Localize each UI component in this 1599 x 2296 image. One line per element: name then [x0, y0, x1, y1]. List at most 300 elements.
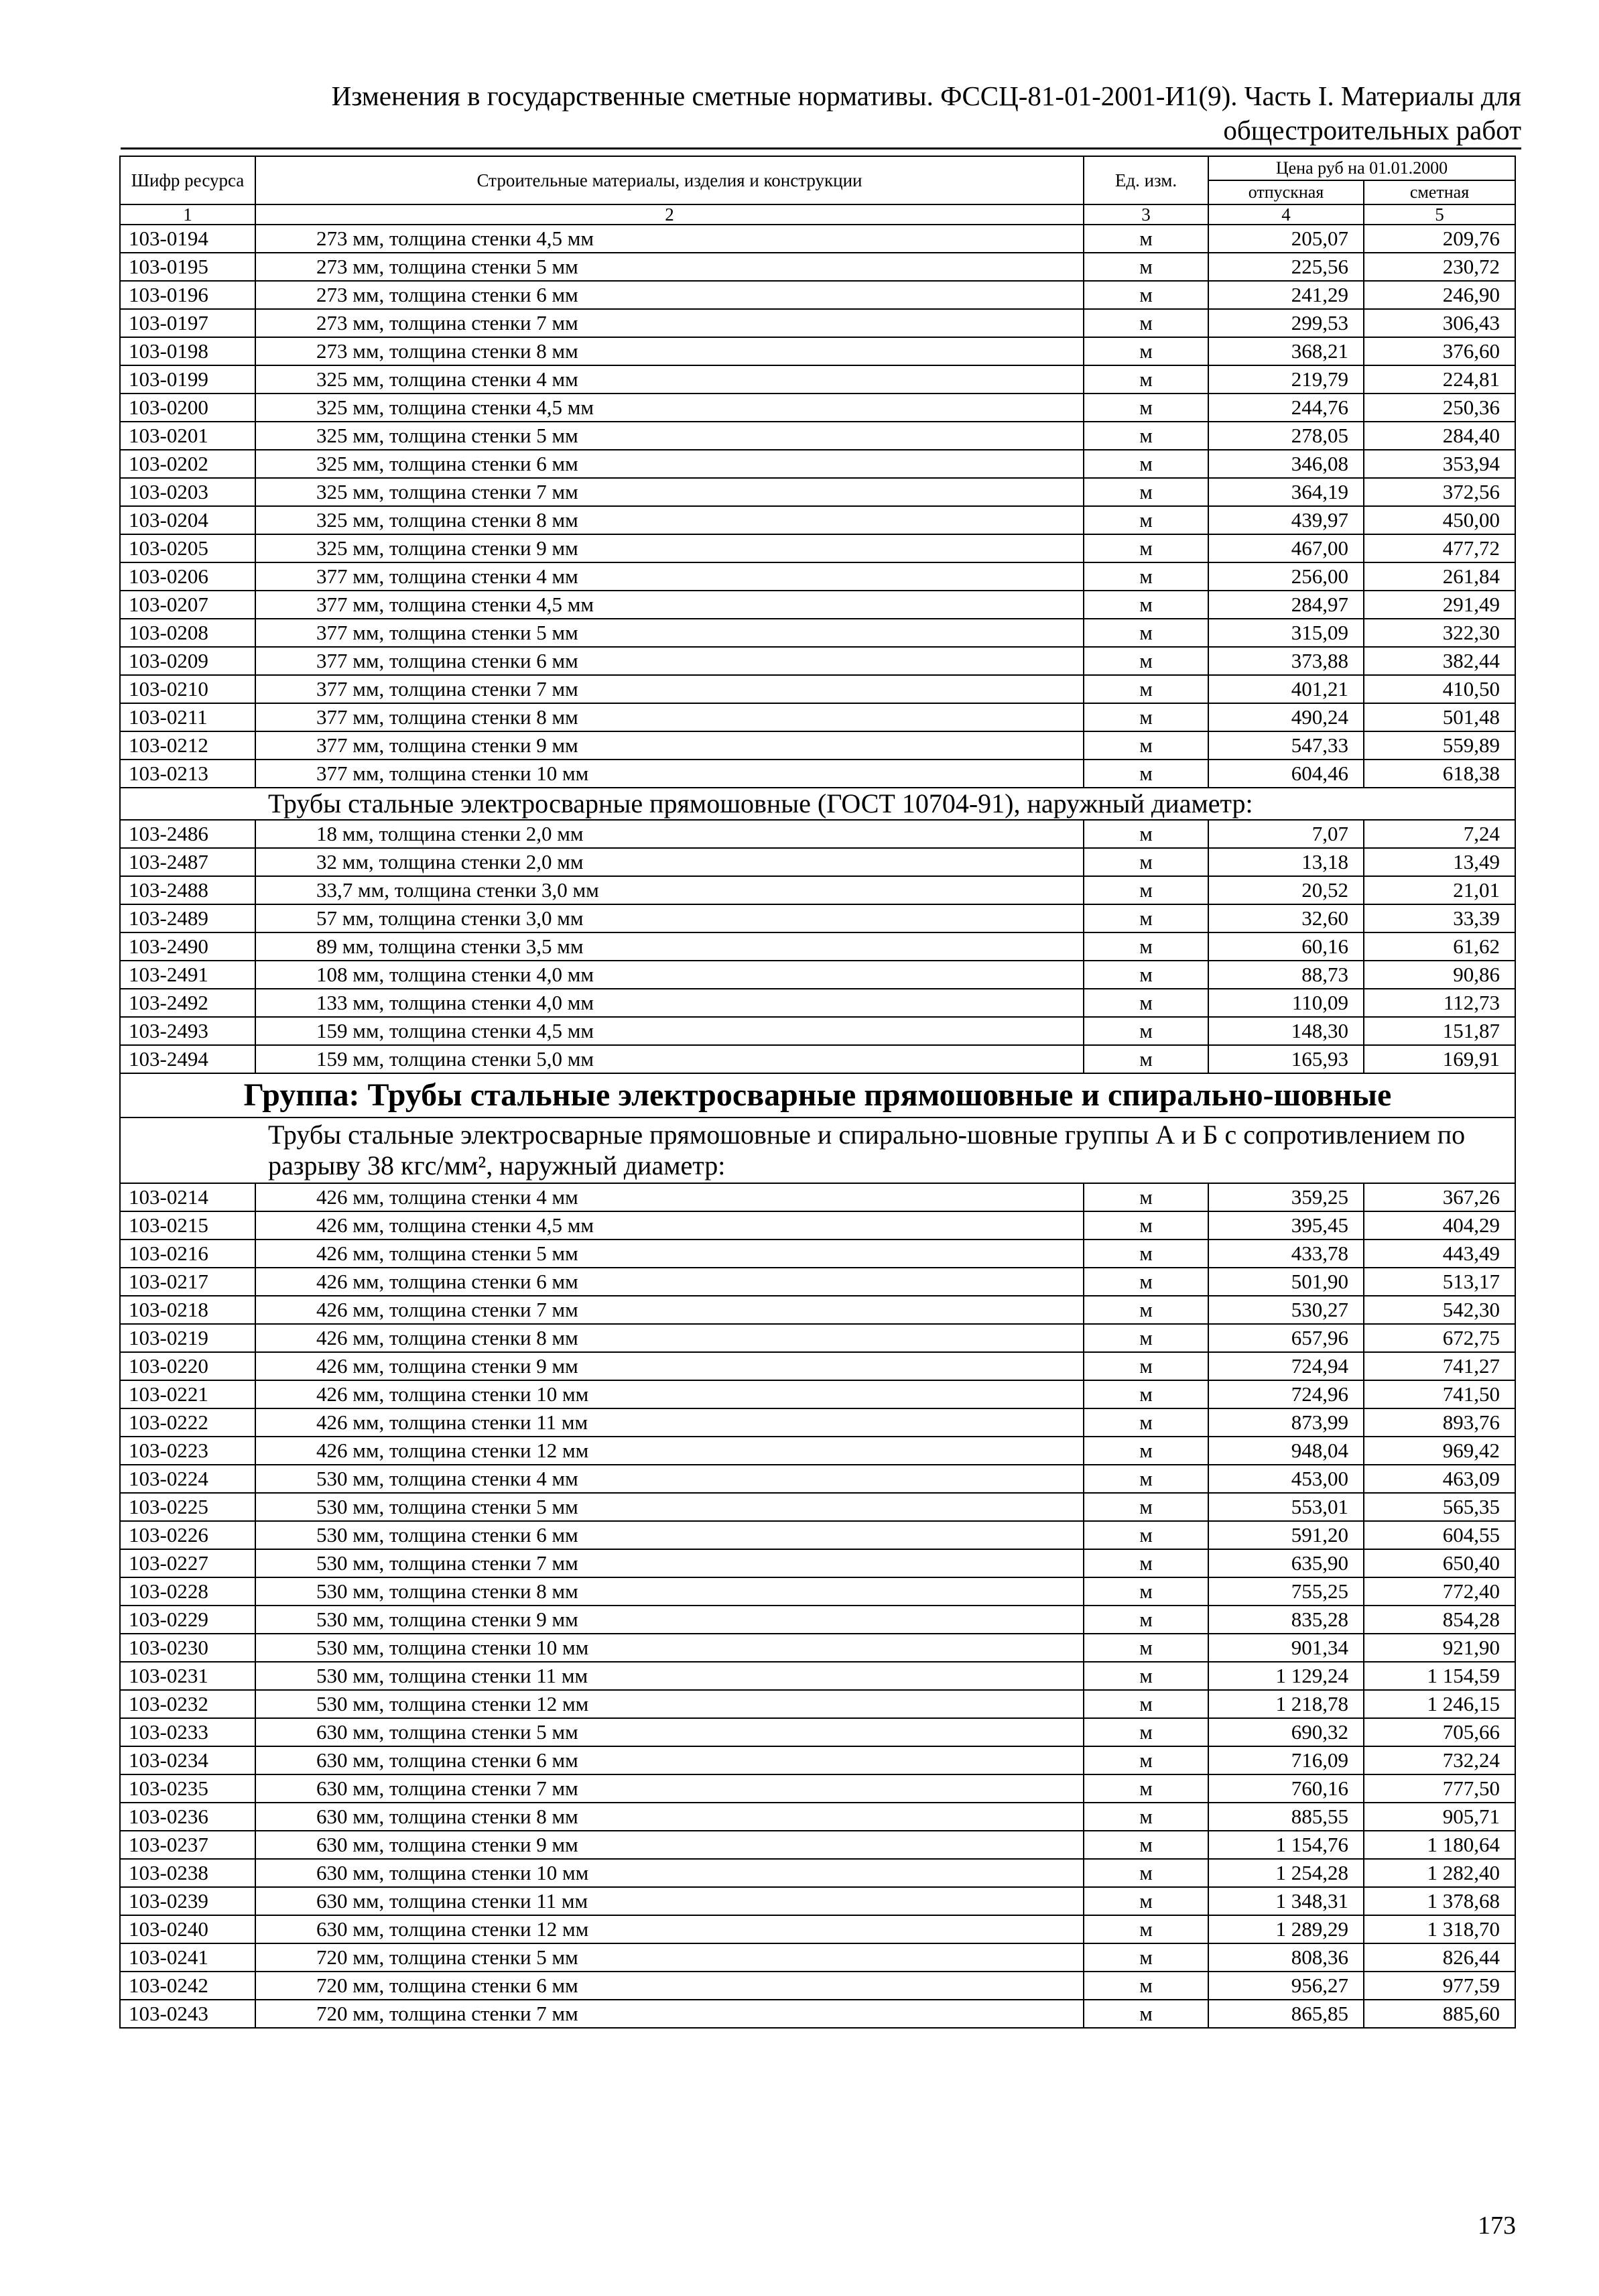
- table-row: [120, 619, 1515, 647]
- price-release: 724,94: [1208, 1352, 1364, 1380]
- price-release: 501,90: [1208, 1268, 1364, 1296]
- price-release: 467,00: [1208, 534, 1364, 562]
- unit: м: [1084, 1465, 1208, 1493]
- material-name: 720 мм, толщина стенки 6 мм: [255, 1972, 1084, 2000]
- material-name: 108 мм, толщина стенки 4,0 мм: [255, 961, 1084, 989]
- resource-code: 103-0239: [120, 1887, 255, 1915]
- price-release: 278,05: [1208, 422, 1364, 450]
- unit: м: [1084, 1240, 1208, 1268]
- table-row: [120, 1606, 1515, 1634]
- resource-code: 103-0203: [120, 478, 255, 506]
- price-release: 225,56: [1208, 253, 1364, 281]
- material-name: 426 мм, толщина стенки 10 мм: [255, 1380, 1084, 1408]
- price-release: 13,18: [1208, 848, 1364, 876]
- table-row: [120, 647, 1515, 675]
- price-estimate: 112,73: [1364, 989, 1515, 1017]
- unit: м: [1084, 562, 1208, 591]
- price-estimate: 463,09: [1364, 1465, 1515, 1493]
- material-name: 325 мм, толщина стенки 7 мм: [255, 478, 1084, 506]
- material-name: 325 мм, толщина стенки 6 мм: [255, 450, 1084, 478]
- price-release: 60,16: [1208, 932, 1364, 961]
- price-estimate: 565,35: [1364, 1493, 1515, 1521]
- resource-code: 103-0207: [120, 591, 255, 619]
- unit: м: [1084, 1211, 1208, 1240]
- resource-code: 103-0206: [120, 562, 255, 591]
- resource-code: 103-0232: [120, 1690, 255, 1718]
- price-estimate: 291,49: [1364, 591, 1515, 619]
- price-release: 219,79: [1208, 365, 1364, 394]
- unit: м: [1084, 1408, 1208, 1437]
- price-release: 1 129,24: [1208, 1662, 1364, 1690]
- material-name: 33,7 мм, толщина стенки 3,0 мм: [255, 876, 1084, 904]
- price-release: 808,36: [1208, 1943, 1364, 1972]
- resource-code: 103-0224: [120, 1465, 255, 1493]
- table-row: [120, 1324, 1515, 1352]
- material-name: 18 мм, толщина стенки 2,0 мм: [255, 820, 1084, 848]
- material-name: 630 мм, толщина стенки 6 мм: [255, 1746, 1084, 1774]
- price-estimate: 826,44: [1364, 1943, 1515, 1972]
- price-release: 315,09: [1208, 619, 1364, 647]
- table-row: [120, 1380, 1515, 1408]
- unit: м: [1084, 309, 1208, 337]
- unit: м: [1084, 1943, 1208, 1972]
- resource-code: 103-0215: [120, 1211, 255, 1240]
- col-header-name: Строительные материалы, изделия и конструкции: [255, 156, 1084, 204]
- unit: м: [1084, 1746, 1208, 1774]
- subheading-welded-pipes: Трубы стальные электросварные прямошовные (ГОСТ 10704-91), наружный диаметр:: [120, 788, 1515, 820]
- unit: м: [1084, 1972, 1208, 2000]
- table-row: [120, 394, 1515, 422]
- resource-code: 103-2488: [120, 876, 255, 904]
- price-release: 657,96: [1208, 1324, 1364, 1352]
- unit: м: [1084, 731, 1208, 760]
- unit: м: [1084, 1493, 1208, 1521]
- table-row: [120, 1859, 1515, 1887]
- table-row: [120, 1972, 1515, 2000]
- unit: м: [1084, 760, 1208, 788]
- material-name: 426 мм, толщина стенки 4,5 мм: [255, 1211, 1084, 1240]
- material-name: 720 мм, толщина стенки 7 мм: [255, 2000, 1084, 2028]
- material-name: 530 мм, толщина стенки 7 мм: [255, 1549, 1084, 1577]
- material-name: 530 мм, толщина стенки 10 мм: [255, 1634, 1084, 1662]
- unit: м: [1084, 1268, 1208, 1296]
- price-estimate: 13,49: [1364, 848, 1515, 876]
- resource-code: 103-2487: [120, 848, 255, 876]
- price-estimate: 353,94: [1364, 450, 1515, 478]
- col-index-3: 3: [1084, 204, 1208, 225]
- price-release: 256,00: [1208, 562, 1364, 591]
- resource-code: 103-0241: [120, 1943, 255, 1972]
- resource-code: 103-0230: [120, 1634, 255, 1662]
- material-name: 720 мм, толщина стенки 5 мм: [255, 1943, 1084, 1972]
- material-name: 273 мм, толщина стенки 4,5 мм: [255, 225, 1084, 253]
- unit: м: [1084, 1718, 1208, 1746]
- unit: м: [1084, 647, 1208, 675]
- price-release: 885,55: [1208, 1803, 1364, 1831]
- table-row: [120, 562, 1515, 591]
- unit: м: [1084, 904, 1208, 932]
- price-estimate: 977,59: [1364, 1972, 1515, 2000]
- price-estimate: 372,56: [1364, 478, 1515, 506]
- resource-code: 103-0194: [120, 225, 255, 253]
- table-row: [120, 450, 1515, 478]
- resource-code: 103-0231: [120, 1662, 255, 1690]
- section-c-rows: [120, 1183, 1515, 2028]
- unit: м: [1084, 1521, 1208, 1549]
- table-row: [120, 281, 1515, 309]
- price-estimate: 542,30: [1364, 1296, 1515, 1324]
- price-release: 1 154,76: [1208, 1831, 1364, 1859]
- material-name: 630 мм, толщина стенки 11 мм: [255, 1887, 1084, 1915]
- unit: м: [1084, 1606, 1208, 1634]
- resource-code: 103-0221: [120, 1380, 255, 1408]
- price-estimate: 1 180,64: [1364, 1831, 1515, 1859]
- resource-code: 103-0236: [120, 1803, 255, 1831]
- material-name: 530 мм, толщина стенки 12 мм: [255, 1690, 1084, 1718]
- price-release: 165,93: [1208, 1045, 1364, 1073]
- price-release: 690,32: [1208, 1718, 1364, 1746]
- material-name: 530 мм, толщина стенки 8 мм: [255, 1577, 1084, 1606]
- material-name: 377 мм, толщина стенки 7 мм: [255, 675, 1084, 703]
- material-name: 133 мм, толщина стенки 4,0 мм: [255, 989, 1084, 1017]
- table-row: [120, 675, 1515, 703]
- price-release: 530,27: [1208, 1296, 1364, 1324]
- price-estimate: 921,90: [1364, 1634, 1515, 1662]
- price-release: 20,52: [1208, 876, 1364, 904]
- resource-code: 103-0219: [120, 1324, 255, 1352]
- resource-code: 103-2490: [120, 932, 255, 961]
- unit: м: [1084, 703, 1208, 731]
- price-estimate: 33,39: [1364, 904, 1515, 932]
- unit: м: [1084, 675, 1208, 703]
- price-release: 591,20: [1208, 1521, 1364, 1549]
- price-release: 368,21: [1208, 337, 1364, 365]
- col-header-price-release: отпускная: [1208, 180, 1364, 204]
- unit: м: [1084, 2000, 1208, 2028]
- table-row: [120, 1493, 1515, 1521]
- price-estimate: 261,84: [1364, 562, 1515, 591]
- material-name: 159 мм, толщина стенки 5,0 мм: [255, 1045, 1084, 1073]
- material-name: 377 мм, толщина стенки 9 мм: [255, 731, 1084, 760]
- resource-code: 103-0240: [120, 1915, 255, 1943]
- price-estimate: 772,40: [1364, 1577, 1515, 1606]
- table-row: [120, 422, 1515, 450]
- table-row: [120, 1746, 1515, 1774]
- price-estimate: 1 154,59: [1364, 1662, 1515, 1690]
- page-header: [121, 79, 1521, 147]
- resource-code: 103-2493: [120, 1017, 255, 1045]
- price-release: 32,60: [1208, 904, 1364, 932]
- resource-code: 103-0233: [120, 1718, 255, 1746]
- section-b-rows: [120, 820, 1515, 1073]
- material-name: 57 мм, толщина стенки 3,0 мм: [255, 904, 1084, 932]
- unit: м: [1084, 820, 1208, 848]
- resource-code: 103-0199: [120, 365, 255, 394]
- resource-code: 103-2486: [120, 820, 255, 848]
- material-name: 630 мм, толщина стенки 5 мм: [255, 1718, 1084, 1746]
- material-name: 426 мм, толщина стенки 9 мм: [255, 1352, 1084, 1380]
- resource-code: 103-0196: [120, 281, 255, 309]
- table-row: [120, 904, 1515, 932]
- table-row: [120, 1352, 1515, 1380]
- price-release: 110,09: [1208, 989, 1364, 1017]
- material-name: 426 мм, толщина стенки 11 мм: [255, 1408, 1084, 1437]
- price-estimate: 618,38: [1364, 760, 1515, 788]
- price-estimate: 404,29: [1364, 1211, 1515, 1240]
- material-name: 426 мм, толщина стенки 5 мм: [255, 1240, 1084, 1268]
- resource-code: 103-0234: [120, 1746, 255, 1774]
- table-row: [120, 1887, 1515, 1915]
- table-row: [120, 703, 1515, 731]
- table-row: [120, 1549, 1515, 1577]
- material-name: 630 мм, толщина стенки 8 мм: [255, 1803, 1084, 1831]
- resource-code: 103-0195: [120, 253, 255, 281]
- price-estimate: 230,72: [1364, 253, 1515, 281]
- price-release: 433,78: [1208, 1240, 1364, 1268]
- table-row: [120, 1718, 1515, 1746]
- table-row: [120, 534, 1515, 562]
- price-release: 547,33: [1208, 731, 1364, 760]
- table-row: [120, 1045, 1515, 1073]
- col-header-unit: Ед. изм.: [1084, 156, 1208, 204]
- price-release: 873,99: [1208, 1408, 1364, 1437]
- table-row: [120, 731, 1515, 760]
- price-estimate: 224,81: [1364, 365, 1515, 394]
- price-estimate: 477,72: [1364, 534, 1515, 562]
- price-release: 490,24: [1208, 703, 1364, 731]
- table-row: [120, 1408, 1515, 1437]
- resource-code: 103-0242: [120, 1972, 255, 2000]
- resource-code: 103-0218: [120, 1296, 255, 1324]
- material-name: 273 мм, толщина стенки 8 мм: [255, 337, 1084, 365]
- subheading-spiral-pipes: Трубы стальные электросварные прямошовные и спирально-шовные группы А и Б с сопротивлением по разрыву 38 кгс/мм², наружный диаметр:: [120, 1117, 1515, 1183]
- price-estimate: 741,27: [1364, 1352, 1515, 1380]
- resource-code: 103-0217: [120, 1268, 255, 1296]
- price-estimate: 61,62: [1364, 932, 1515, 961]
- price-estimate: 1 378,68: [1364, 1887, 1515, 1915]
- table-row: [120, 253, 1515, 281]
- unit: м: [1084, 961, 1208, 989]
- unit: м: [1084, 225, 1208, 253]
- resource-code: 103-0228: [120, 1577, 255, 1606]
- resource-code: 103-0226: [120, 1521, 255, 1549]
- material-name: 530 мм, толщина стенки 11 мм: [255, 1662, 1084, 1690]
- unit: м: [1084, 1634, 1208, 1662]
- unit: м: [1084, 1380, 1208, 1408]
- price-release: 1 254,28: [1208, 1859, 1364, 1887]
- table-row: [120, 309, 1515, 337]
- price-release: 7,07: [1208, 820, 1364, 848]
- material-name: 426 мм, толщина стенки 7 мм: [255, 1296, 1084, 1324]
- table-row: [120, 591, 1515, 619]
- col-index-4: 4: [1208, 204, 1364, 225]
- material-name: 325 мм, толщина стенки 4 мм: [255, 365, 1084, 394]
- table-row: [120, 225, 1515, 253]
- unit: м: [1084, 450, 1208, 478]
- unit: м: [1084, 989, 1208, 1017]
- price-estimate: 90,86: [1364, 961, 1515, 989]
- price-release: 760,16: [1208, 1774, 1364, 1803]
- resource-code: 103-0222: [120, 1408, 255, 1437]
- price-release: 359,25: [1208, 1183, 1364, 1211]
- price-estimate: 410,50: [1364, 675, 1515, 703]
- table-row: [120, 1803, 1515, 1831]
- price-release: 1 218,78: [1208, 1690, 1364, 1718]
- price-release: 604,46: [1208, 760, 1364, 788]
- price-estimate: 169,91: [1364, 1045, 1515, 1073]
- price-release: 244,76: [1208, 394, 1364, 422]
- unit: м: [1084, 1774, 1208, 1803]
- unit: м: [1084, 848, 1208, 876]
- unit: м: [1084, 1887, 1208, 1915]
- price-release: 205,07: [1208, 225, 1364, 253]
- price-estimate: 151,87: [1364, 1017, 1515, 1045]
- table-row: [120, 1296, 1515, 1324]
- unit: м: [1084, 591, 1208, 619]
- unit: м: [1084, 337, 1208, 365]
- table-row: [120, 2000, 1515, 2028]
- price-release: 148,30: [1208, 1017, 1364, 1045]
- table-row: [120, 1183, 1515, 1211]
- table-row: [120, 876, 1515, 904]
- table-row: [120, 989, 1515, 1017]
- material-name: 377 мм, толщина стенки 4 мм: [255, 562, 1084, 591]
- price-release: 835,28: [1208, 1606, 1364, 1634]
- resource-code: 103-0210: [120, 675, 255, 703]
- price-release: 439,97: [1208, 506, 1364, 534]
- material-name: 426 мм, толщина стенки 8 мм: [255, 1324, 1084, 1352]
- col-header-price: Цена руб на 01.01.2000: [1208, 156, 1515, 180]
- table-row: [120, 1017, 1515, 1045]
- material-name: 377 мм, толщина стенки 8 мм: [255, 703, 1084, 731]
- table-row: [120, 478, 1515, 506]
- price-estimate: 322,30: [1364, 619, 1515, 647]
- price-estimate: 513,17: [1364, 1268, 1515, 1296]
- price-release: 88,73: [1208, 961, 1364, 989]
- price-estimate: 382,44: [1364, 647, 1515, 675]
- col-index-1: 1: [120, 204, 255, 225]
- unit: м: [1084, 1859, 1208, 1887]
- price-release: 865,85: [1208, 2000, 1364, 2028]
- material-name: 32 мм, толщина стенки 2,0 мм: [255, 848, 1084, 876]
- resource-code: 103-0200: [120, 394, 255, 422]
- resource-code: 103-0214: [120, 1183, 255, 1211]
- resource-code: 103-0238: [120, 1859, 255, 1887]
- price-estimate: 450,00: [1364, 506, 1515, 534]
- material-name: 273 мм, толщина стенки 7 мм: [255, 309, 1084, 337]
- price-estimate: 306,43: [1364, 309, 1515, 337]
- unit: м: [1084, 1296, 1208, 1324]
- unit: м: [1084, 365, 1208, 394]
- unit: м: [1084, 1577, 1208, 1606]
- price-estimate: 7,24: [1364, 820, 1515, 848]
- material-name: 325 мм, толщина стенки 8 мм: [255, 506, 1084, 534]
- resource-code: 103-0225: [120, 1493, 255, 1521]
- unit: м: [1084, 1831, 1208, 1859]
- price-release: 401,21: [1208, 675, 1364, 703]
- col-header-code: Шифр ресурса: [120, 156, 255, 204]
- header-rule: [121, 147, 1521, 149]
- resource-code: 103-0208: [120, 619, 255, 647]
- material-name: 325 мм, толщина стенки 5 мм: [255, 422, 1084, 450]
- price-estimate: 893,76: [1364, 1408, 1515, 1437]
- price-release: 299,53: [1208, 309, 1364, 337]
- unit: м: [1084, 1017, 1208, 1045]
- price-estimate: 854,28: [1364, 1606, 1515, 1634]
- unit: м: [1084, 1352, 1208, 1380]
- unit: м: [1084, 619, 1208, 647]
- unit: м: [1084, 253, 1208, 281]
- resource-code: 103-0212: [120, 731, 255, 760]
- material-name: 426 мм, толщина стенки 6 мм: [255, 1268, 1084, 1296]
- price-release: 956,27: [1208, 1972, 1364, 2000]
- resource-code: 103-0198: [120, 337, 255, 365]
- price-estimate: 741,50: [1364, 1380, 1515, 1408]
- price-release: 284,97: [1208, 591, 1364, 619]
- unit: м: [1084, 1662, 1208, 1690]
- resource-code: 103-0235: [120, 1774, 255, 1803]
- resource-code: 103-2492: [120, 989, 255, 1017]
- material-name: 630 мм, толщина стенки 10 мм: [255, 1859, 1084, 1887]
- price-release: 1 348,31: [1208, 1887, 1364, 1915]
- resource-code: 103-0213: [120, 760, 255, 788]
- material-name: 426 мм, толщина стенки 4 мм: [255, 1183, 1084, 1211]
- price-release: 948,04: [1208, 1437, 1364, 1465]
- unit: м: [1084, 932, 1208, 961]
- material-name: 377 мм, толщина стенки 5 мм: [255, 619, 1084, 647]
- table-row: [120, 820, 1515, 848]
- unit: м: [1084, 1045, 1208, 1073]
- price-estimate: 21,01: [1364, 876, 1515, 904]
- material-name: 530 мм, толщина стенки 9 мм: [255, 1606, 1084, 1634]
- table-row: [120, 365, 1515, 394]
- table-row: [120, 961, 1515, 989]
- resource-code: 103-0229: [120, 1606, 255, 1634]
- resource-code: 103-2489: [120, 904, 255, 932]
- table-row: [120, 932, 1515, 961]
- material-name: 377 мм, толщина стенки 6 мм: [255, 647, 1084, 675]
- price-release: 724,96: [1208, 1380, 1364, 1408]
- resource-code: 103-2494: [120, 1045, 255, 1073]
- group-title: Группа: Трубы стальные электросварные прямошовные и спирально-шовные: [120, 1073, 1515, 1117]
- price-estimate: 777,50: [1364, 1774, 1515, 1803]
- material-name: 630 мм, толщина стенки 12 мм: [255, 1915, 1084, 1943]
- resource-code: 103-0216: [120, 1240, 255, 1268]
- material-name: 630 мм, толщина стенки 7 мм: [255, 1774, 1084, 1803]
- price-table: [119, 156, 1516, 2029]
- price-estimate: 250,36: [1364, 394, 1515, 422]
- resource-code: 103-0205: [120, 534, 255, 562]
- price-release: 901,34: [1208, 1634, 1364, 1662]
- unit: м: [1084, 281, 1208, 309]
- price-estimate: 367,26: [1364, 1183, 1515, 1211]
- price-estimate: 885,60: [1364, 2000, 1515, 2028]
- price-release: 1 289,29: [1208, 1915, 1364, 1943]
- price-release: 635,90: [1208, 1549, 1364, 1577]
- resource-code: 103-0220: [120, 1352, 255, 1380]
- price-release: 755,25: [1208, 1577, 1364, 1606]
- unit: м: [1084, 1437, 1208, 1465]
- table-row: [120, 1634, 1515, 1662]
- material-name: 530 мм, толщина стенки 5 мм: [255, 1493, 1084, 1521]
- price-estimate: 501,48: [1364, 703, 1515, 731]
- resource-code: 103-0227: [120, 1549, 255, 1577]
- price-estimate: 672,75: [1364, 1324, 1515, 1352]
- table-row: [120, 1915, 1515, 1943]
- resource-code: 103-0223: [120, 1437, 255, 1465]
- resource-code: 103-0201: [120, 422, 255, 450]
- table-row: [120, 1240, 1515, 1268]
